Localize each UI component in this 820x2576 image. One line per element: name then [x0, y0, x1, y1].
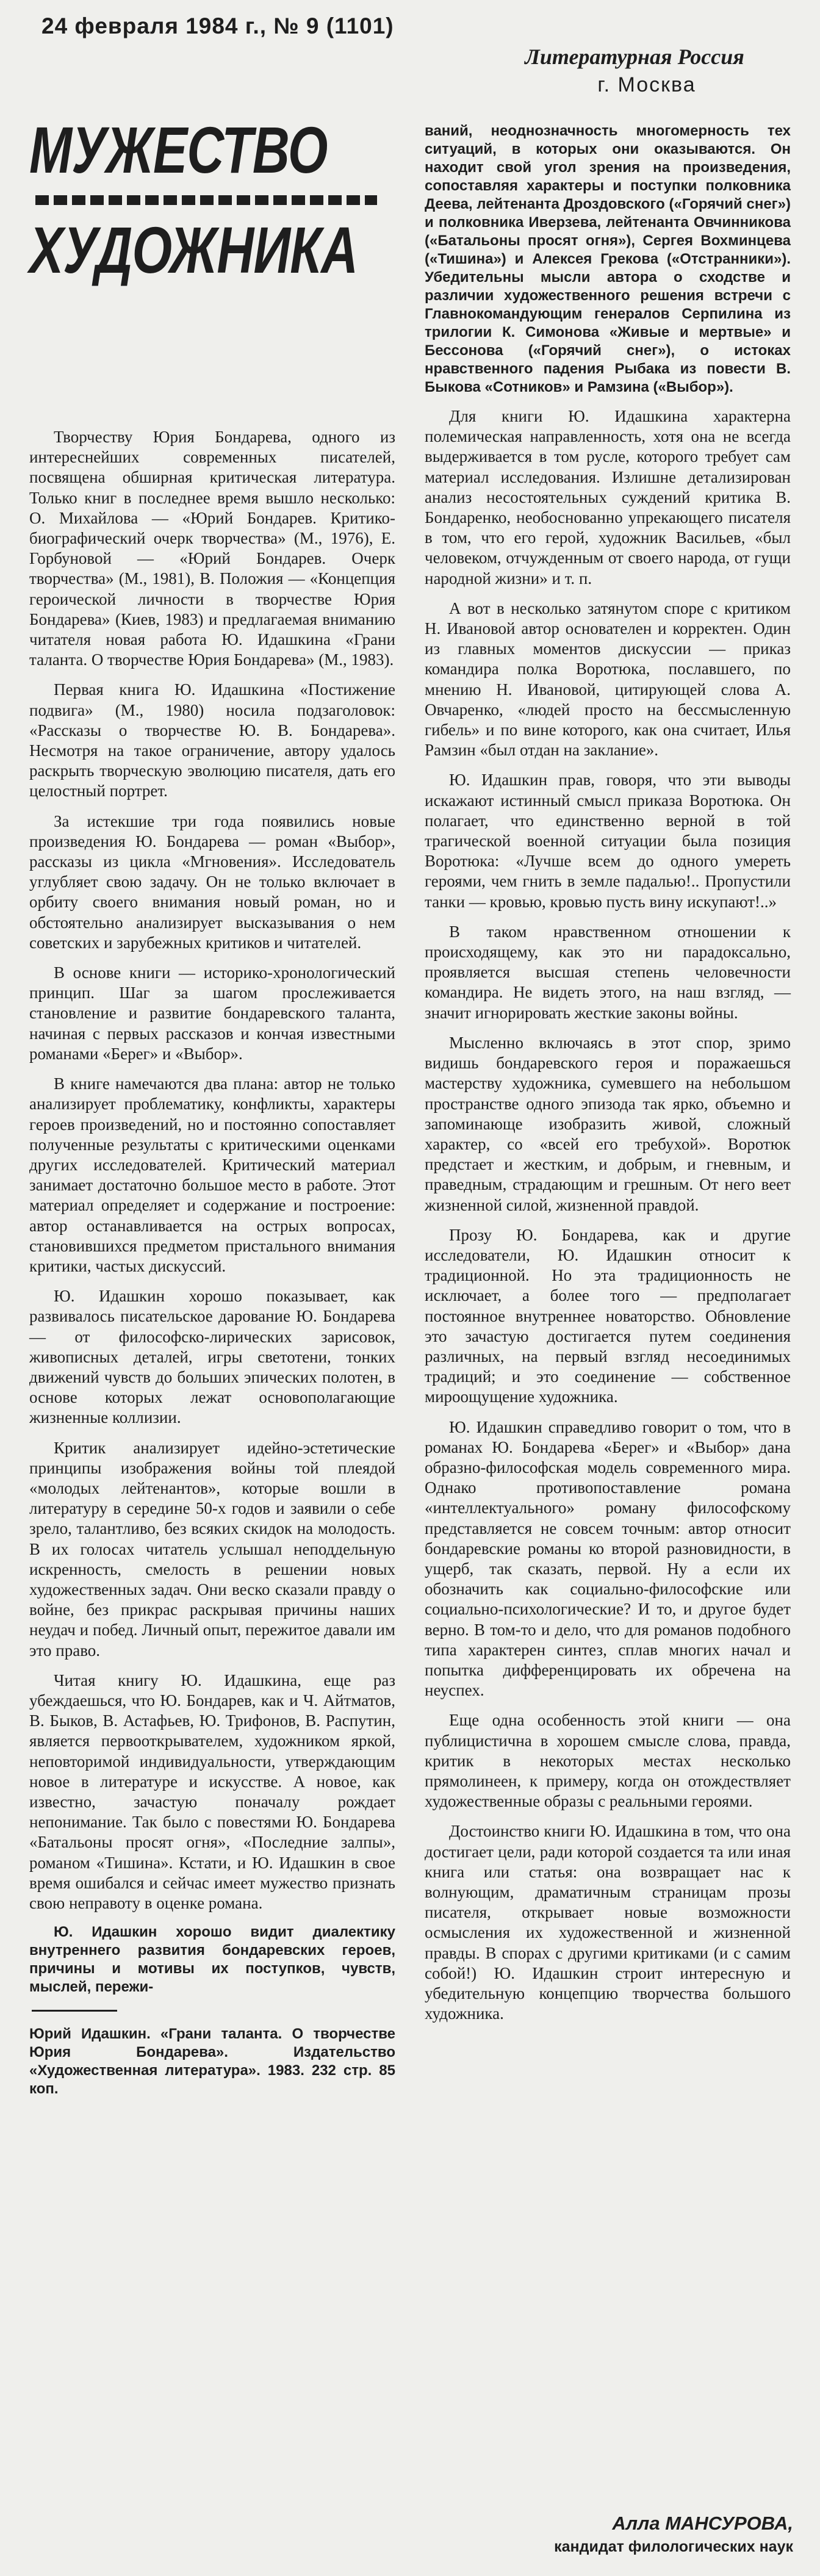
paragraph: В таком нравственном отношении к происходящему, как это ни парадоксально, проявляется высшая степень человечности командира. Не видеть этого, на наш взгляд, — значит игнорировать жесткие законы войны.: [425, 922, 791, 1022]
paragraph-bold: Ю. Идашкин хорошо видит диалектику внутреннего развития бондаревских героев, причины и мотивы их поступков, чувств, мыслей, пережи-: [29, 1924, 395, 1996]
article-column-left: [29, 427, 395, 2098]
publication-city: г. Москва: [597, 73, 696, 96]
publication-name: Литературная Россия: [525, 45, 744, 69]
paragraph: Первая книга Ю. Идашкина «Постижение подвига» (М., 1980) носила подзаголовок: «Рассказы о творчестве Ю. В. Бондарева». Несмотря на такое ограничение, автору удалось раскрыть творческую эволюцию писателя, дать его целостный портрет.: [29, 680, 395, 801]
clipping-header: [0, 0, 820, 110]
paragraph: За истекшие три года появились новые произведения Ю. Бондарева — роман «Выбор», рассказы из цикла «Мгновения». Исследователь углубляет свою задачу. Он не только включает в орбиту своего внимания новый роман, но и обстоятельно анализирует высказывания о нем советских и зарубежных критиков и читателей.: [29, 811, 395, 952]
author-name: Алла МАНСУРОВА,: [612, 2513, 793, 2534]
headline-line-1: МУЖЕСТВО: [29, 113, 328, 187]
paragraph: А вот в несколько затянутом споре с критиком Н. Ивановой автор основателен и корректен. Один из главных моментов дискуссии — приказ командира полка Воротюка, пославшего, по мнению Н. Ивановой, цитирующей слова А. Овчаренко, «людей просто на бессмысленную гибель» и по вине которого, как она считает, Илья Рамзин «был отдан на заклание».: [425, 599, 791, 760]
paragraph: Еще одна особенность этой книги — она публицистична в хорошем смысле слова, правда, критик в некоторых местах несколько прямолинеен, к примеру, когда он отождествляет художественные образы с реальными героями.: [425, 1711, 791, 1811]
paragraph: Прозу Ю. Бондарева, как и другие исследователи, Ю. Идашкин относит к традиционной. Но эта традиционность не исключает, а более того — предполагает постоянное внутреннее новаторство. Обновление это зачастую достигается путем соединения различных, на первый взгляд несоединимых традиций; и это соединение — собственное мироощущение художника.: [425, 1225, 791, 1406]
paragraph: Творчеству Юрия Бондарева, одного из интереснейших современных писателей, посвящена обширная критическая литература. Только книг в последнее время вышло несколько: О. Михайлова — «Юрий Бондарев. Критико-биографический очерк творчества» (М., 1976), Е. Горбуновой — «Юрий Бондарев. Очерк творчества» (М., 1981), В. Положия — «Концепция героической личности в творчестве Юрия Бондарева» (Киев, 1983) и предлагаемая вниманию читателя новая работа Ю. Идашкина «Грани таланта. О творчестве Юрия Бондарева» (М., 1983).: [29, 428, 395, 669]
paragraph: Мысленно включаясь в этот спор, зримо видишь бондаревского героя и поражаешься мастерству художника, сумевшего на небольшом пространстве одного эпизода так ярко, объемно и запоминающе изобразить живой, сложный характер, со «всей его требухой». Воротюк предстает и жестким, и добрым, и гневным, и праведным, страдающим и грешным. От него веет жизненной силой, жизненной правдой.: [425, 1033, 791, 1214]
paragraph: Читая книгу Ю. Идашкина, еще раз убеждаешься, что Ю. Бондарев, как и Ч. Айтматов, В. Быков, В. Астафьев, Ю. Трифонов, В. Распутин, является первооткрывателем, художником яркой, неповторимой индивидуальности, утверждающим новое в литературе и искусстве. А новое, как известно, зачастую поначалу рождает непонимание. Так было с повестями Ю. Бондарева «Батальоны просят огня», «Последние залпы», романом «Тишина». Кстати, и Ю. Идашкин в свое время ошибался и сейчас имеет мужество признать свою неправоту в оценке романа.: [29, 1671, 395, 1913]
paragraph: Ю. Идашкин прав, говоря, что эти выводы искажают истинный смысл приказа Воротюка. Он полагает, что единственно верной в той трагической военной ситуации была позиция Воротюка: «Лучше всем до одного умереть героями, чем гнить в земле падалью!.. Пропустили танки — кровью, кровью пусть вину искупают!..»: [425, 771, 791, 911]
paragraph: Ю. Идашкин справедливо говорит о том, что в романах Ю. Бондарева «Берег» и «Выбор» дана образно-философская модель современного мира. Однако противопоставление романа «интеллектуального» роману философскому представляется не совсем точным: автор относит бондаревские романы ко второй разновидности, в ущерб, так сказать, первой. Ну а если их обозначить как социально-философские или социально-психологические? И то, и другое будет верно. В том-то и дело, что для романов подобного типа характерен синтез, сплав многих начал и попытка дифференцировать их обречена на неуспех.: [425, 1417, 791, 1700]
paragraph: Достоинство книги Ю. Идашкина в том, что она достигает цели, ради которой создается та или иная книга или статья: она возвращает нас к волнующим, драматичным страницам прозы писателя, открывает новые возможности осмысления их художественной и жизненной правды. В спорах с другими критиками (и с самим собой!) Ю. Идашкин строит интересную и убедительную концепцию творчества большого художника.: [425, 1822, 791, 2023]
headline-divider: [35, 195, 377, 205]
paragraph: Для книги Ю. Идашкина характерна полемическая направленность, хотя она не всегда выдерживается в том русле, которого требует сам материал исследования. Излишне детализирован анализ несостоятельных суждений критика В. Бондаренко, необоснованно упрекающего писателя в том, что его герой, художник Васильев, «был человеком, отчужденным от своего народа, от гущи народной жизни» и т. п.: [425, 407, 791, 588]
article-column-right: [425, 122, 791, 2034]
paragraph: В основе книги — историко-хронологический принцип. Шаг за шагом прослеживается становление и развитие бондаревского таланта, начиная с первых рассказов и кончая известными романами «Берег» и «Выбор».: [29, 963, 395, 1063]
issue-date: 24 февраля 1984 г., № 9 (1101): [41, 13, 394, 38]
bibliography-note: Юрий Идашкин. «Грани таланта. О творчестве Юрия Бондарева». Издательство «Художественная литература». 1983. 232 стр. 85 коп.: [29, 2026, 395, 2098]
headline-line-2: ХУДОЖНИКА: [29, 213, 358, 287]
paragraph: Критик анализирует идейно-эстетические принципы изображения войны той плеядой «молодых лейтенантов», которые вошли в литературу в середине 50-х годов и заявили о себе зрело, талантливо, без всяких скидок на молодость. В их голосах читатель услышал неподдельную искренность, смелость в решении новых художественных задач. Они веско сказали правду о войне, без прикрас раскрывая причины наших неудач и побед. Личный опыт, пережитое давали им это право.: [29, 1438, 395, 1660]
footnote-rule: [32, 2010, 117, 2012]
article-headline: [29, 113, 395, 403]
paragraph-bold: ваний, неоднозначность многомерность тех ситуаций, в которых они оказываются. Он находит свой угол зрения на произведения, сопоставляя характеры и поступки полковника Деева, лейтенанта Дроздовского («Горячий снег») и полковника Иверзева, лейтенанта Овчинникова («Батальоны просят огня»), Сергея Вохминцева («Тишина») и Алексея Грекова («Отстранники»). Убедительны мысли автора о сходстве и различии художественного решения встречи с Главнокомандующим генералов Серпилина из трилогии К. Симонова «Живые и мертвые» и Бессонова («Горячий снег»), о истоках нравственного падения Рыбака из повести В. Быкова «Сотников» и Рамзина («Выбор»).: [425, 123, 791, 395]
author-credentials: кандидат филологических наук: [554, 2538, 793, 2555]
paragraph: Ю. Идашкин хорошо показывает, как развивалось писательское дарование Ю. Бондарева — от философско-лирических зарисовок, живописных деталей, игры светотени, тонких движений чувств до больших эпических полотен, в основе которых лежат основополагающие жизненные коллизии.: [29, 1287, 395, 1427]
paragraph: В книге намечаются два плана: автор не только анализирует проблематику, конфликты, характеры героев произведений, но и постоянно сопоставляет полученные результаты с критическими оценками других исследователей. Критический материал занимает достаточно большое место в работе. Этот материал определяет и содержание и построение: автор останавливается на острых вопросах, становившихся предметом пристального внимания критики, частых дискуссий.: [29, 1074, 395, 1275]
